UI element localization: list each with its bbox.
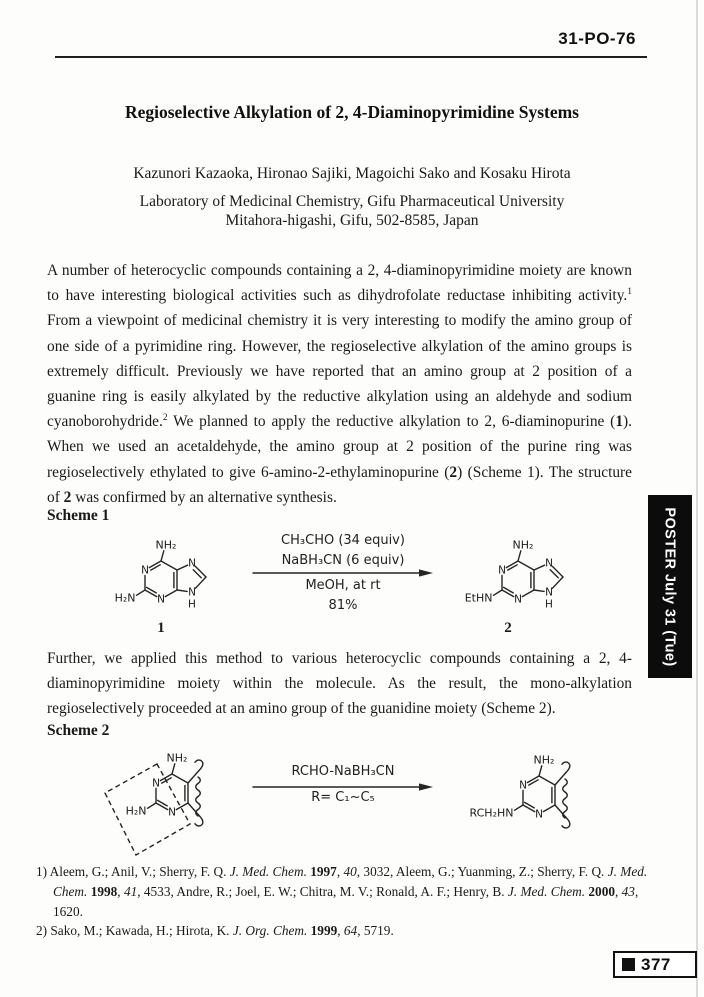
n9-atom-label: N	[188, 586, 196, 599]
page-number-box	[613, 951, 697, 978]
product-atoms	[470, 754, 555, 821]
scheme2-product-structure	[455, 748, 630, 868]
scheme1-solvent-line: MeOH, at rt	[305, 578, 381, 593]
amine-group-label: H₂N	[125, 804, 147, 818]
n7-atom-label: N	[545, 557, 553, 570]
amine-group-label: NH₂	[512, 538, 534, 552]
amine-group-label: NH₂	[533, 753, 555, 767]
scheme2-reagent-line: RCHO-NaBH₃CN	[291, 764, 395, 779]
n3-atom-label: N	[168, 806, 176, 819]
affiliation-line2: Mitahora-higashi, Gifu, 502-8585, Japan	[225, 211, 479, 229]
scan-edge-line	[696, 0, 698, 997]
scheme1-label: Scheme 1	[47, 507, 110, 524]
amine-group-label: NH₂	[166, 751, 188, 765]
scheme2-r-range: R= C₁~C₅	[311, 790, 375, 805]
arrowhead	[419, 569, 433, 576]
scheme2-substrate-structure	[88, 746, 223, 872]
compound-2-number: 2	[504, 620, 512, 636]
page-number: 377	[641, 954, 671, 974]
n3-atom-label: N	[535, 808, 543, 821]
affiliation-block	[0, 193, 704, 230]
reference-1: 1) Aleem, G.; Anil, V.; Sherry, F. Q. J. Med. Chem. 1997, 40, 3032, Aleem, G.; Yuanming, Z.; Sherry, F. Q. J. Med. Chem. 1998, 41, 4533, Andre, R.; Joel, E. W.; Chitra, M. V.; Ronald, A. F.; Henry, B. J. Med. Chem. 2000, 43, 1620.	[36, 864, 648, 919]
n1-atom-label: N	[519, 779, 527, 792]
n1-atom-label: N	[152, 777, 160, 790]
n1-atom-label: N	[498, 564, 506, 577]
n7-atom-label: N	[188, 557, 196, 570]
header-rule	[55, 56, 647, 58]
compound-1-atoms	[115, 539, 196, 611]
reference-2: 2) Sako, M.; Kawada, H.; Hirota, K. J. Org. Chem. 1999, 64, 5719.	[36, 923, 394, 939]
page-title: Regioselective Alkylation of 2, 4-Diaminopyrimidine Systems	[124, 102, 579, 122]
page-number-square-icon	[622, 958, 635, 971]
n3-atom-label: N	[514, 593, 522, 606]
n1-atom-label: N	[141, 564, 149, 577]
poster-session-label: POSTER July 31 (Tue)	[662, 506, 678, 667]
amine-group-label: H₂N	[114, 591, 136, 605]
poster-session-tab	[648, 495, 692, 678]
amine-group-label: RCH₂HN	[469, 806, 514, 820]
scheme1-reagent-line1: CH₃CHO (34 equiv)	[281, 533, 405, 548]
n3-atom-label: N	[157, 593, 165, 606]
compound-1-number: 1	[157, 620, 165, 636]
paragraph-1: A number of heterocyclic compounds containing a 2, 4-diaminopyrimidine moiety are known to have interesting biological activities such as dihydrofolate reductase inhibiting activity.$^1$ From a viewpoint of medicinal chemistry it is very interesting to modify the amino group of one side of a pyrimidine ring. However, the regioselective alkylation of the amino groups is extremely difficult. Previously we have reported that an amino group at 2 position of a guanine ring is easily alkylated by the reductive alkylation using an aldehyde and sodium cyanoborohydride.$^2$ We planned to apply the reductive alkylation to 2, 6-diaminopurine (1). When we used an acetaldehyde, the amino group at 2 position of the purine ring was regioselectively ethylated to give 6-amino-2-ethylaminopurine (2) (Scheme 1). The structure of 2 was confirmed by an alternative synthesis.	[47, 262, 633, 506]
amine-group-label: NH₂	[155, 538, 177, 552]
scheme1-reagent-line2: NaBH₃CN (6 equiv)	[281, 553, 405, 568]
compound-1-structure	[100, 537, 222, 613]
scheme2-label: Scheme 2	[47, 722, 110, 739]
n9-h-label: H	[188, 598, 196, 611]
amine-group-label: EtHN	[464, 591, 493, 605]
scheme1-yield: 81%	[328, 598, 358, 613]
document-code: 31-PO-76	[558, 29, 636, 48]
paragraph-2: Further, we applied this method to various heterocyclic compounds containing a 2, 4-diaminopyrimidine moiety within the molecule. As the result, the mono-alkylation regioselectively proceeded at an amino group of the guanidine moiety (Scheme 2).	[47, 650, 632, 718]
references-block	[36, 862, 652, 941]
n9-atom-label: N	[545, 586, 553, 599]
compound-2-structure	[450, 537, 580, 613]
compound-2-atoms	[465, 539, 553, 611]
affiliation-line1: Laboratory of Medicinal Chemistry, Gifu Pharmaceutical University	[139, 193, 565, 210]
n9-h-label: H	[545, 598, 553, 611]
authors-line: Kazunori Kazaoka, Hironao Sajiki, Magoichi Sako and Kosaku Hirota	[133, 165, 571, 182]
